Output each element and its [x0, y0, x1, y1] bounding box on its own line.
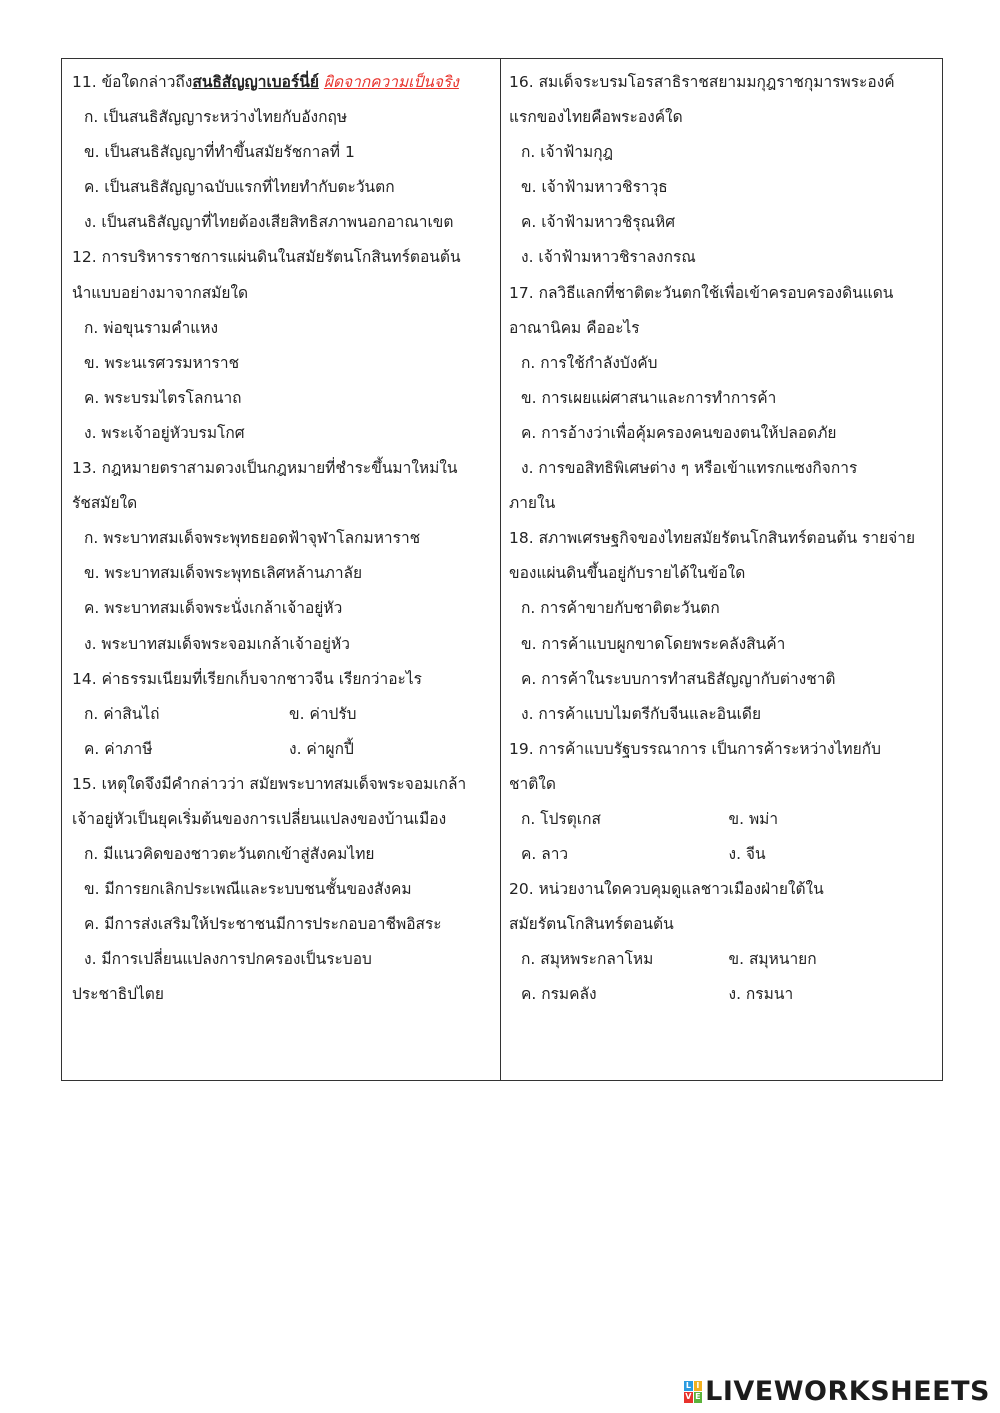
question-17-option-b[interactable]: ข. การเผยแผ่ศาสนาและการทำการค้า: [521, 388, 777, 407]
question-14-text: 14. ค่าธรรมเนียมที่เรียกเก็บจากชาวจีน เรียกว่าอะไร: [72, 669, 422, 688]
question-13-text-cont: รัชสมัยใด: [72, 494, 138, 513]
question-11-option-a[interactable]: ก. เป็นสนธิสัญญาระหว่างไทยกับอังกฤษ: [84, 108, 348, 127]
liveworksheets-watermark: [684, 1376, 990, 1407]
question-19-option-c[interactable]: ค. ลาว: [521, 845, 569, 864]
question-11-option-b[interactable]: ข. เป็นสนธิสัญญาที่ทำขึ้นสมัยรัชกาลที่ 1: [84, 143, 355, 162]
question-16-text: 16. สมเด็จระบรมโอรสาธิราชสยามมกุฎราชกุมารพระองค์: [509, 73, 895, 91]
right-column: [501, 59, 942, 1080]
question-12-text-cont: นำแบบอย่างมาจากสมัยใด: [72, 283, 249, 302]
question-11: [72, 65, 494, 100]
question-12-option-a[interactable]: ก. พ่อขุนรามคำแหง: [84, 318, 219, 337]
question-19-options-row-2: [509, 837, 936, 872]
question-11-prefix: 11. ข้อใดกล่าวถึง: [72, 73, 193, 91]
question-16-option-b[interactable]: ข. เจ้าฟ้ามหาวชิราวุธ: [521, 178, 668, 197]
question-16-text-cont: แรกของไทยคือพระองค์ใด: [509, 108, 683, 127]
question-20-option-c[interactable]: ค. กรมคลัง: [521, 985, 597, 1004]
question-20-option-b[interactable]: ข. สมุหนายก: [728, 950, 817, 969]
question-14-option-d[interactable]: ง. ค่าผูกปี้: [289, 739, 354, 758]
logo-letter-v: V: [685, 1392, 692, 1401]
question-15-option-d[interactable]: ง. มีการเปลี่ยนแปลงการปกครองเป็นระบอบ: [84, 950, 372, 969]
question-15-option-b[interactable]: ข. มีการยกเลิกประเพณีและระบบชนชั้นของสังคม: [84, 880, 412, 899]
question-16-option-d[interactable]: ง. เจ้าฟ้ามหาวชิราลงกรณ: [521, 248, 696, 267]
question-14-option-c[interactable]: ค. ค่าภาษี: [84, 739, 153, 758]
question-15-option-a[interactable]: ก. มีแนวคิดของชาวตะวันตกเข้าสู่สังคมไทย: [84, 845, 375, 864]
question-20-options-row-1: [509, 942, 936, 977]
question-17-option-d[interactable]: ง. การขอสิทธิพิเศษต่าง ๆ หรือเข้าแทรกแซงกิจการ: [521, 459, 858, 478]
question-17-option-d-cont: ภายใน: [509, 494, 556, 513]
question-19-text-cont: ชาติใด: [509, 774, 556, 793]
question-13-option-c[interactable]: ค. พระบาทสมเด็จพระนั่งเกล้าเจ้าอยู่หัว: [84, 599, 343, 618]
question-20-option-a[interactable]: ก. สมุหพระกลาโหม: [521, 950, 654, 969]
question-17-text: 17. กลวิธีแลกที่ชาติตะวันตกใช้เพื่อเข้าครอบครองดินแดน: [509, 283, 894, 302]
question-13-option-b[interactable]: ข. พระบาทสมเด็จพระพุทธเลิศหล้านภาลัย: [84, 564, 363, 583]
question-17-option-c[interactable]: ค. การอ้างว่าเพื่อคุ้มครองคนของตนให้ปลอดภัย: [521, 423, 837, 442]
question-18-option-a[interactable]: ก. การค้าขายกับชาติตะวันตก: [521, 599, 720, 618]
question-13-option-a[interactable]: ก. พระบาทสมเด็จพระพุทธยอดฟ้าจุฬาโลกมหาราช: [84, 529, 421, 548]
question-19-option-d[interactable]: ง. จีน: [728, 845, 766, 864]
question-11-option-d[interactable]: ง. เป็นสนธิสัญญาที่ไทยต้องเสียสิทธิสภาพนอกอาณาเขต: [84, 213, 454, 232]
liveworksheets-logo-icon: [684, 1381, 702, 1403]
question-15-text: 15. เหตุใดจึงมีคำกล่าวว่า สมัยพระบาทสมเด็จพระจอมเกล้า: [72, 774, 467, 793]
question-16-option-a[interactable]: ก. เจ้าฟ้ามกุฎ: [521, 143, 614, 162]
question-15-option-d-cont: ประชาธิปไตย: [72, 985, 164, 1004]
question-16-option-c[interactable]: ค. เจ้าฟ้ามหาวชิรุณหิศ: [521, 213, 676, 232]
question-15-option-c[interactable]: ค. มีการส่งเสริมให้ประชาชนมีการประกอบอาชีพอิสระ: [84, 915, 442, 934]
logo-letter-l: L: [685, 1380, 691, 1390]
question-19-option-b[interactable]: ข. พม่า: [728, 809, 779, 828]
question-20-text: 20. หน่วยงานใดควบคุมดูแลชาวเมืองฝ่ายใต้ใน: [509, 880, 824, 899]
question-13-text: 13. กฎหมายตราสามดวงเป็นกฎหมายที่ชำระขึ้นมาใหม่ใน: [72, 459, 458, 478]
logo-letter-e: E: [695, 1392, 701, 1401]
question-11-keyword: สนธิสัญญาเบอร์นี่ย์: [192, 73, 319, 91]
question-18-option-b[interactable]: ข. การค้าแบบผูกขาดโดยพระคลังสินค้า: [521, 634, 786, 653]
question-12-option-d[interactable]: ง. พระเจ้าอยู่หัวบรมโกศ: [84, 423, 245, 442]
question-12-option-b[interactable]: ข. พระนเรศวรมหาราช: [84, 353, 240, 372]
question-17-text-cont: อาณานิคม คืออะไร: [509, 318, 640, 337]
question-14-option-b[interactable]: ข. ค่าปรับ: [289, 704, 357, 723]
question-19-options-row-1: [509, 802, 936, 837]
question-12-option-c[interactable]: ค. พระบรมไตรโลกนาถ: [84, 388, 242, 407]
question-12-text: 12. การบริหารราชการแผ่นดินในสมัยรัตนโกสินทร์ตอนต้น: [72, 248, 461, 267]
question-18-text: 18. สภาพเศรษฐกิจของไทยสมัยรัตนโกสินทร์ตอนต้น รายจ่าย: [509, 529, 916, 548]
question-20-option-d[interactable]: ง. กรมนา: [728, 985, 794, 1004]
question-15-text-cont: เจ้าอยู่หัวเป็นยุคเริ่มต้นของการเปลี่ยนแปลงของบ้านเมือง: [72, 809, 447, 828]
question-20-options-row-2: [509, 977, 936, 1012]
question-11-option-c[interactable]: ค. เป็นสนธิสัญญาฉบับแรกที่ไทยทำกับตะวันตก: [84, 178, 395, 197]
question-20-text-cont: สมัยรัตนโกสินทร์ตอนต้น: [509, 915, 674, 934]
question-14-option-a[interactable]: ก. ค่าสินไถ่: [84, 704, 160, 723]
question-14-options-row-1: [72, 697, 494, 732]
question-14-options-row-2: [72, 732, 494, 767]
question-17-option-a[interactable]: ก. การใช้กำลังบังคับ: [521, 353, 658, 372]
liveworksheets-wordmark: LIVEWORKSHEETS: [705, 1376, 990, 1407]
left-column: [62, 59, 501, 1080]
question-19-option-a[interactable]: ก. โปรตุเกส: [521, 809, 601, 828]
question-18-option-d[interactable]: ง. การค้าแบบไมตรีกับจีนและอินเดีย: [521, 704, 762, 723]
question-13-option-d[interactable]: ง. พระบาทสมเด็จพระจอมเกล้าเจ้าอยู่หัว: [84, 634, 350, 653]
logo-letter-i: I: [694, 1381, 703, 1392]
question-11-emphasis: ผิดจากความเป็นจริง: [323, 73, 459, 91]
question-18-text-cont: ของแผ่นดินขึ้นอยู่กับรายได้ในข้อใด: [509, 564, 746, 583]
question-18-option-c[interactable]: ค. การค้าในระบบการทำสนธิสัญญากับต่างชาติ: [521, 669, 836, 688]
question-19-text: 19. การค้าแบบรัฐบรรณาการ เป็นการค้าระหว่างไทยกับ: [509, 739, 881, 758]
worksheet-table: [61, 58, 943, 1081]
